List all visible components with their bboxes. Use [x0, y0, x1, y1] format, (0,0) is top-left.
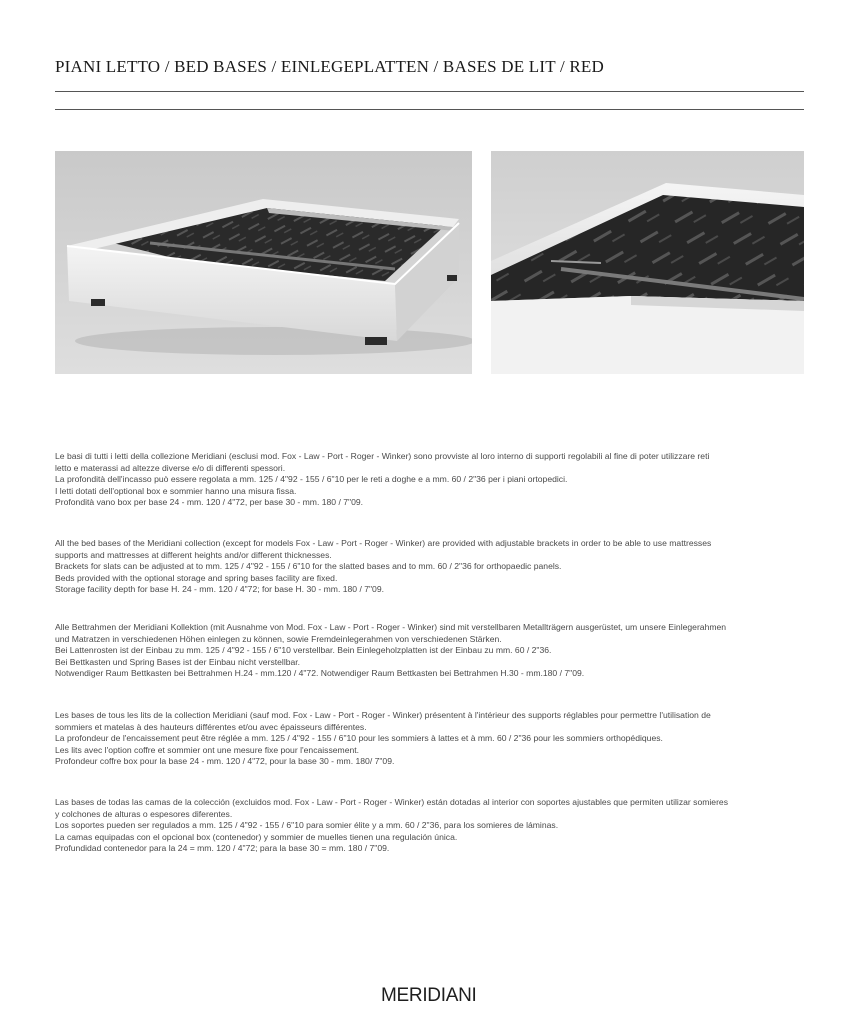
description-spanish [55, 797, 805, 855]
paragraph-line: La profondeur de l'encaissement peut être réglée a mm. 125 / 4"92 - 155 / 6"10 pour les sommiers à lattes et à mm. 60 / 2"36 pour les sommiers orthopédiques. [55, 733, 663, 744]
paragraph-line: Brackets for slats can be adjusted at to mm. 125 / 4"92 - 155 / 6"10 for the slatted bases and to mm. 60 / 2"36 for orthopaedic panels. [55, 561, 562, 572]
paragraph-line: Alle Bettrahmen der Meridiani Kollektion (mit Ausnahme von Mod. Fox - Law - Port - Roger - Winker) sind mit verstellbaren Metallträgern ausgerüstet, um unsere Einlegerahmen [55, 622, 727, 632]
description-italian [55, 451, 805, 509]
bed-base-full-photo [55, 151, 472, 374]
paragraph-line: Les lits avec l'option coffre et sommier ont une mesure fixe pour l'encaissement. [55, 744, 360, 755]
description-french [55, 710, 805, 768]
paragraph-line: Profondità vano box per base 24 - mm. 120 / 4"72, per base 30 - mm. 180 / 7"09. [55, 497, 364, 508]
paragraph-line: Profondeur coffre box pour la base 24 - mm. 120 / 4"72, pour la base 30 - mm. 180/ 7"09. [55, 756, 395, 767]
page-title: PIANI LETTO / BED BASES / EINLEGEPLATTEN / BASES DE LIT / RED [55, 57, 604, 76]
paragraph-line: und Matratzen in verschiedenen Höhen einlegen zu können, sowie Fremdeinlegerahmen von verschiedenen Stärken. [55, 633, 502, 644]
paragraph-line: La camas equipadas con el opcional box (contenedor) y sommier de muelles tienen una regulación única. [55, 831, 458, 842]
paragraph-line: Les bases de tous les lits de la collection Meridiani (sauf mod. Fox - Law - Port - Roger - Winker) présentent à l'intérieur des supports réglables pour permettre l'utilisation de [55, 710, 711, 720]
paragraph-line: sommiers et matelas à des hauteurs différentes et/ou avec épaisseurs différentes. [55, 721, 367, 732]
bed-base-corner-detail-photo [491, 151, 804, 374]
paragraph-line: Los soportes pueden ser regulados a mm. 125 / 4"92 - 155 / 6"10 para somier élite y a mm. 60 / 2"36, para los somieres de láminas. [55, 820, 559, 831]
paragraph-line: Profundidad contenedor para la 24 = mm. 120 / 4"72; para la base 30 = mm. 180 / 7"09. [55, 843, 390, 854]
paragraph-line: Le basi di tutti i letti della collezione Meridiani (esclusi mod. Fox - Law - Port - Roger - Winker) sono provviste al loro interno di supporti regolabili al fine di poter utilizzare reti [55, 451, 710, 461]
brand-logo: MERIDIANI [381, 985, 477, 1006]
paragraph-line: I letti dotati dell'optional box e sommier hanno una misura fissa. [55, 485, 297, 496]
paragraph-line: letto e materassi ad altezze diverse e/o di differenti spessori. [55, 462, 286, 473]
description-german [55, 622, 805, 680]
header-divider-bottom [55, 109, 804, 110]
description-english [55, 538, 805, 596]
paragraph-line: Beds provided with the optional storage and spring bases facility are fixed. [55, 572, 338, 583]
paragraph-line: supports and mattresses at different heights and/or different thicknesses. [55, 549, 332, 560]
paragraph-line: Las bases de todas las camas de la colección (excluidos mod. Fox - Law - Port - Roger - Winker) están dotadas al interior con soportes ajustables que permiten utilizar somieres [55, 797, 729, 807]
header-divider-top [55, 91, 804, 92]
paragraph-line: Bei Bettkasten und Spring Bases ist der Einbau nicht verstellbar. [55, 656, 301, 667]
paragraph-line: Storage facility depth for base H. 24 - mm. 120 / 4"72; for base H. 30 - mm. 180 / 7"09. [55, 584, 385, 595]
paragraph-line: Bei Lattenrosten ist der Einbau zu mm. 125 / 4"92 - 155 / 6"10 verstellbar. Bein Einlegeholzplatten ist der Einbau zu mm. 60 / 2"36. [55, 645, 552, 656]
paragraph-line: All the bed bases of the Meridiani collection (except for models Fox - Law - Port - Roger - Winker) are provided with adjustable brackets in order to be able to use mattresses [55, 538, 712, 548]
paragraph-line: Notwendiger Raum Bettkasten bei Bettrahmen H.24 - mm.120 / 4"72. Notwendiger Raum Bettkasten bei Bettrahmen H.30 - mm.180 / 7"09. [55, 668, 585, 679]
paragraph-line: La profondità dell'incasso può essere regolata a mm. 125 / 4"92 - 155 / 6"10 per le reti a doghe e a mm. 60 / 2"36 per i piani ortopedici. [55, 474, 568, 485]
paragraph-line: y colchones de alturas o espesores diferentes. [55, 808, 233, 819]
